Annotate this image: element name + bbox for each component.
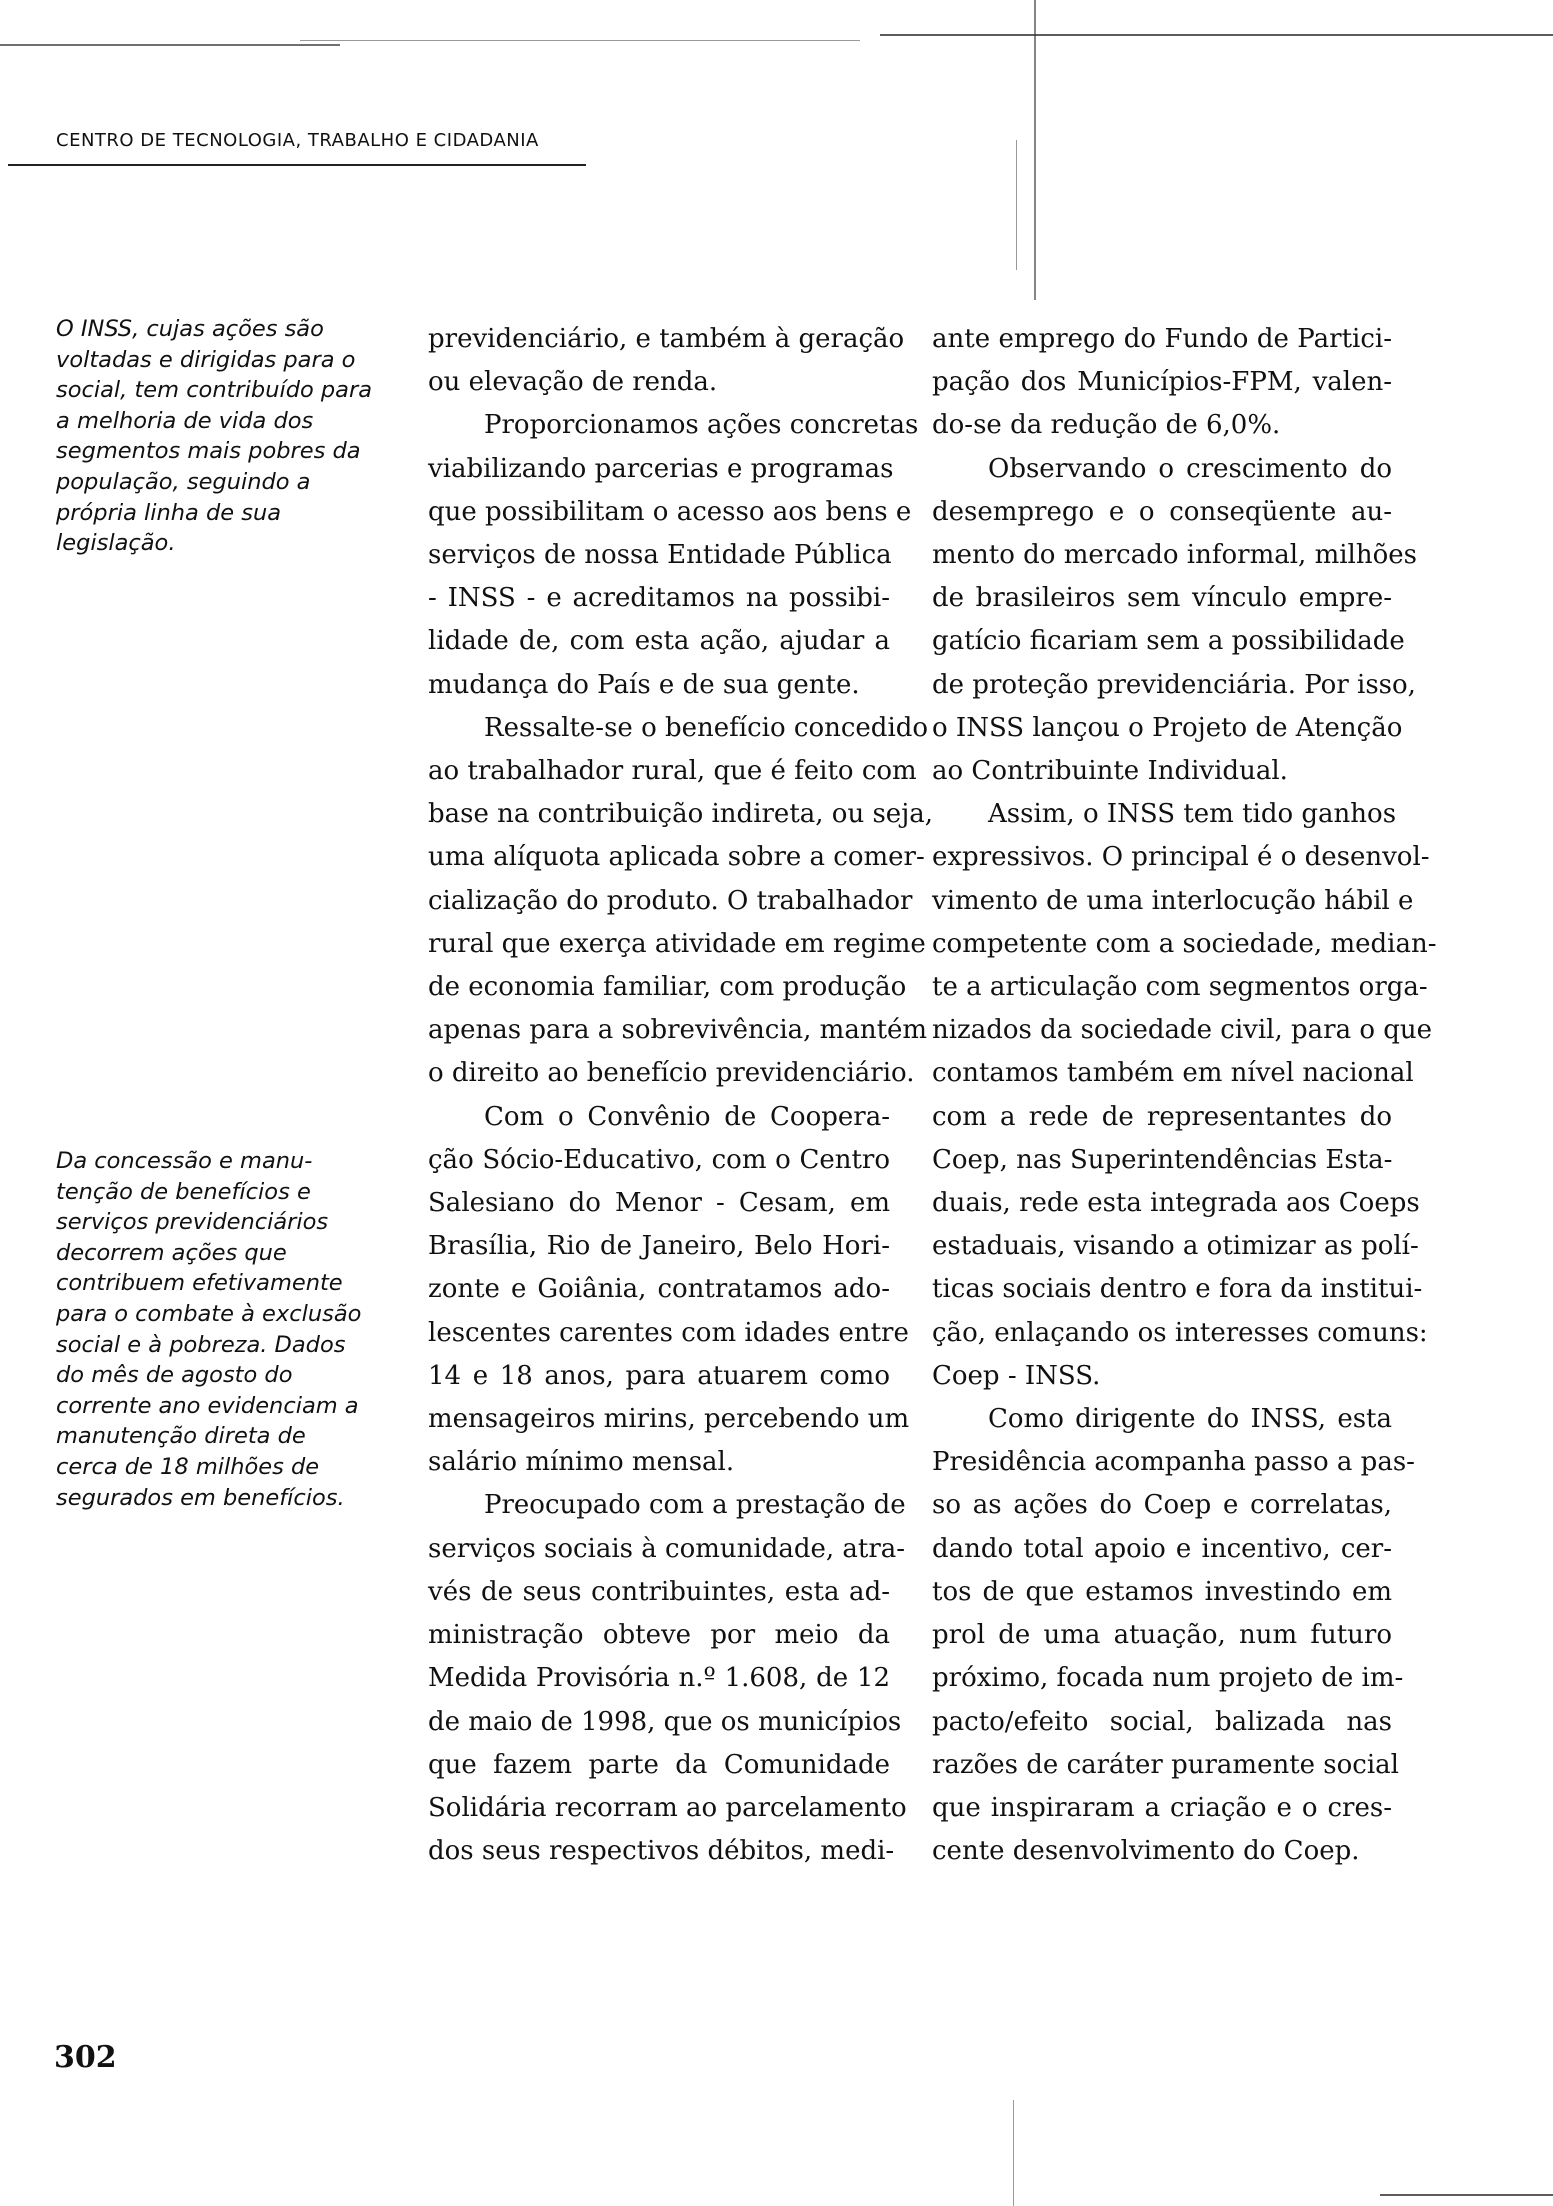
- text-line: apenas para a sobrevivência, mantém: [428, 1015, 928, 1046]
- text-line: serviços de nossa Entidade Pública: [428, 540, 892, 571]
- text-line: Brasília, Rio de Janeiro, Belo Hori-: [428, 1231, 890, 1262]
- text-line: desemprego e o conseqüente au-: [932, 496, 1392, 527]
- text-line: zonte e Goiânia, contratamos ado-: [428, 1274, 890, 1305]
- text-line: expressivos. O principal é o desenvol-: [932, 842, 1430, 873]
- scan-crease-top: [1034, 0, 1036, 300]
- text-column-1: [428, 318, 934, 1873]
- text-line: 14 e 18 anos, para atuarem como: [428, 1360, 890, 1391]
- text-line: Proporcionamos ações concretas: [484, 410, 919, 441]
- text-line: razões de caráter puramente social: [932, 1749, 1399, 1780]
- text-line: Coep - INSS.: [932, 1360, 1101, 1391]
- scan-crease-top-2: [1016, 140, 1017, 270]
- paragraph: [932, 1398, 1415, 1873]
- text-line: com a rede de representantes do: [932, 1101, 1392, 1132]
- text-line: tos de que estamos investindo em: [932, 1576, 1392, 1607]
- scan-line-top-right: [880, 34, 1553, 36]
- text-line: Como dirigente do INSS, esta: [988, 1404, 1392, 1435]
- text-line: pacto/efeito social, balizada nas: [932, 1706, 1392, 1737]
- text-line: vimento de uma interlocução hábil e: [932, 885, 1414, 916]
- text-line: nizados da sociedade civil, para o que: [932, 1015, 1433, 1046]
- text-line: Presidência acompanha passo a pas-: [932, 1447, 1415, 1478]
- text-line: salário mínimo mensal.: [428, 1447, 735, 1478]
- text-line: competente com a sociedade, median-: [932, 928, 1437, 959]
- text-line: Solidária recorram ao parcelamento: [428, 1792, 907, 1823]
- text-line: Salesiano do Menor - Cesam, em: [428, 1188, 890, 1219]
- text-line: estaduais, visando a otimizar as polí-: [932, 1231, 1419, 1262]
- text-column-2: [932, 318, 1437, 1873]
- text-line: Assim, o INSS tem tido ganhos: [988, 799, 1397, 830]
- text-line: de brasileiros sem vínculo empre-: [932, 583, 1392, 614]
- text-line: - INSS - e acreditamos na possibi-: [428, 583, 890, 614]
- text-line: serviços sociais à comunidade, atra-: [428, 1533, 906, 1564]
- text-line: ao Contribuinte Individual.: [932, 756, 1288, 787]
- scan-line-top-left: [0, 44, 340, 46]
- text-line: de maio de 1998, que os municípios: [428, 1706, 902, 1737]
- text-line: de economia familiar, com produção: [428, 972, 907, 1003]
- paragraph: [428, 707, 934, 1096]
- header-rule: [8, 164, 586, 166]
- page-number: 302: [54, 2040, 117, 2075]
- text-line: prol de uma atuação, num futuro: [932, 1620, 1392, 1651]
- paragraph: [428, 404, 919, 706]
- scan-crease-bottom: [1013, 2100, 1014, 2206]
- text-line: previdenciário, e também à geração: [428, 324, 905, 354]
- text-line: cialização do produto. O trabalhador: [428, 885, 913, 916]
- paragraph: [932, 793, 1437, 1398]
- text-line: so as ações do Coep e correlatas,: [932, 1490, 1392, 1521]
- sidebar-quote-2: Da concessão e manu-tenção de benefícios e serviços previdenciários decorrem ações que contribuem efetivamente para o combate à exclusão social e à pobreza. Dados do mês de agosto do corrente ano evidenciam a manutenção direta de cerca de 18 milhões de segurados em benefícios.: [56, 1148, 362, 1511]
- scan-line-top-mid: [300, 40, 860, 41]
- text-line: de proteção previdenciária. Por isso,: [932, 669, 1416, 700]
- text-line: lidade de, com esta ação, ajudar a: [428, 626, 890, 657]
- paragraph: [932, 448, 1417, 794]
- text-line: Com o Convênio de Coopera-: [484, 1101, 890, 1132]
- text-line: mudança do País e de sua gente.: [428, 669, 860, 700]
- text-line: vés de seus contribuintes, esta ad-: [428, 1576, 890, 1607]
- text-line: pação dos Municípios-FPM, valen-: [932, 367, 1392, 398]
- scan-line-bottom-right: [1380, 2194, 1553, 2196]
- text-line: que possibilitam o acesso aos bens e: [428, 496, 912, 527]
- text-line: que inspiraram a criação e o cres-: [932, 1792, 1392, 1823]
- text-line: Preocupado com a prestação de: [484, 1490, 906, 1521]
- paragraph: [428, 1096, 910, 1485]
- text-line: viabilizando parcerias e programas: [428, 453, 894, 484]
- paragraph: [932, 318, 1392, 448]
- running-header: CENTRO DE TECNOLOGIA, TRABALHO E CIDADANIA: [56, 130, 539, 151]
- text-line: Observando o crescimento do: [988, 453, 1392, 484]
- text-line: mento do mercado informal, milhões: [932, 540, 1417, 571]
- text-line: duais, rede esta integrada aos Coeps: [932, 1188, 1420, 1219]
- text-line: o INSS lançou o Projeto de Atenção: [932, 712, 1403, 743]
- sidebar-quote-1: O INSS, cujas ações são voltadas e dirigidas para o social, tem contribuído para a melhoria de vida dos segmentos mais pobres da população, seguindo a própria linha de sua legislação.: [56, 316, 373, 557]
- text-line: ou elevação de renda.: [428, 367, 718, 398]
- text-line: ção, enlaçando os interesses comuns:: [932, 1317, 1428, 1348]
- text-line: dos seus respectivos débitos, medi-: [428, 1836, 895, 1867]
- text-line: Medida Provisória n.º 1.608, de 12: [428, 1663, 890, 1694]
- text-line: ministração obteve por meio da: [428, 1620, 890, 1651]
- text-line: dando total apoio e incentivo, cer-: [932, 1533, 1392, 1564]
- text-line: cente desenvolvimento do Coep.: [932, 1836, 1360, 1867]
- text-line: base na contribuição indireta, ou seja,: [428, 799, 934, 830]
- text-line: ção Sócio-Educativo, com o Centro: [428, 1144, 890, 1175]
- text-line: que fazem parte da Comunidade: [428, 1749, 890, 1780]
- paragraph: [428, 1484, 907, 1873]
- text-line: rural que exerça atividade em regime: [428, 928, 926, 959]
- text-line: o direito ao benefício previdenciário.: [428, 1058, 915, 1089]
- text-line: gatício ficariam sem a possibilidade: [932, 626, 1405, 657]
- text-line: contamos também em nível nacional: [932, 1058, 1414, 1089]
- text-line: mensageiros mirins, percebendo um: [428, 1404, 910, 1435]
- text-line: uma alíquota aplicada sobre a comer-: [428, 842, 925, 873]
- text-line: ao trabalhador rural, que é feito com: [428, 756, 917, 787]
- text-line: lescentes carentes com idades entre: [428, 1317, 909, 1348]
- text-line: Coep, nas Superintendências Esta-: [932, 1144, 1393, 1175]
- text-line: próximo, focada num projeto de im-: [932, 1663, 1404, 1694]
- text-line: ticas sociais dentro e fora da institui-: [932, 1274, 1423, 1305]
- paragraph: [428, 318, 905, 404]
- text-line: Ressalte-se o benefício concedido: [484, 712, 929, 743]
- text-line: ante emprego do Fundo de Partici-: [932, 324, 1392, 354]
- text-line: te a articulação com segmentos orga-: [932, 972, 1428, 1003]
- text-line: do-se da redução de 6,0%.: [932, 410, 1281, 441]
